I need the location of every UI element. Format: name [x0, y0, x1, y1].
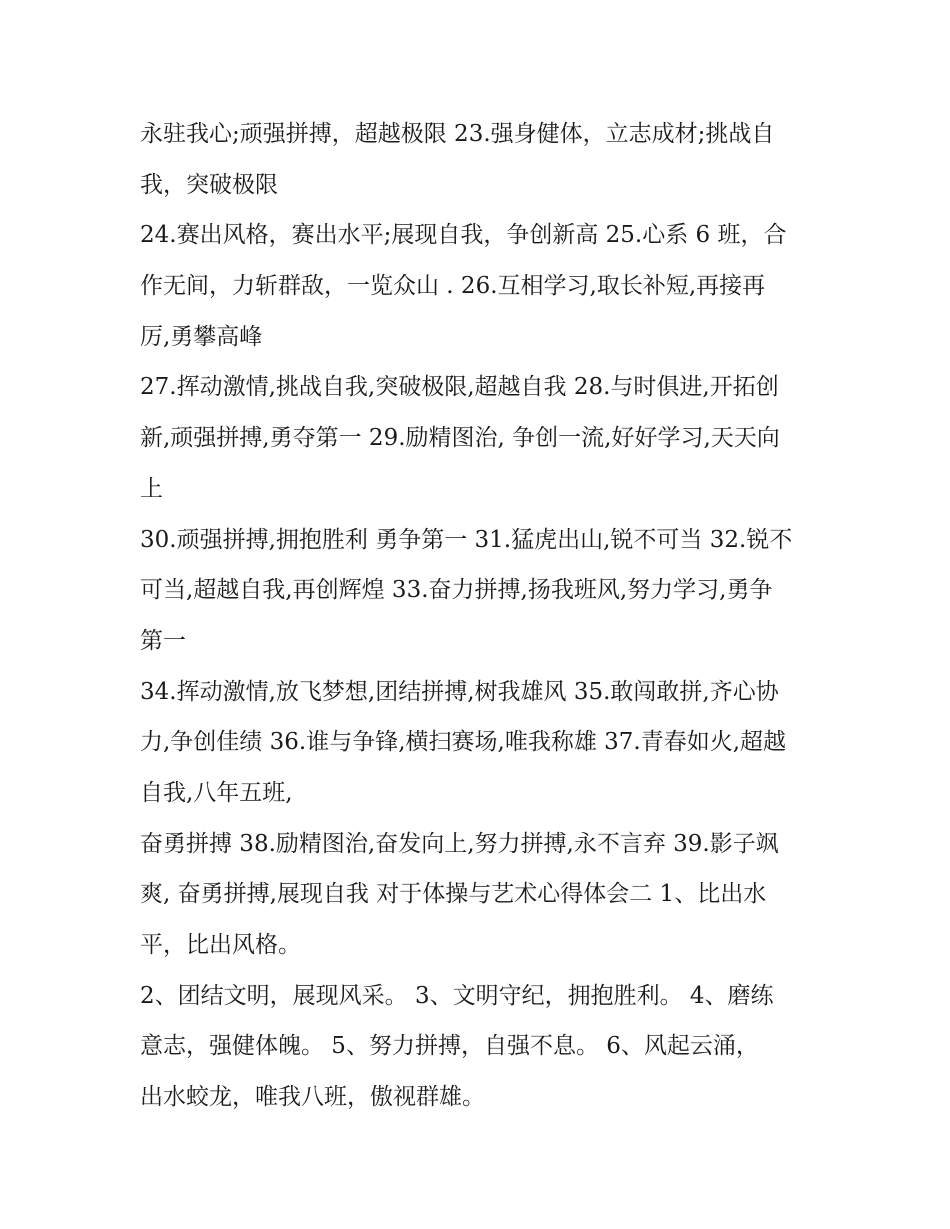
text-line: 爽, 奋勇拼搏,展现自我 对于体操与艺术心得体会二 1、比出水	[140, 881, 767, 908]
text-line: 平，比出风格。	[140, 932, 301, 958]
text-line: 意志，强健体魄。 5、努力拼搏，自强不息。 6、风起云涌，	[140, 1033, 759, 1060]
paragraph-slogans-2-6	[140, 971, 820, 1123]
text-line: 27.挥动激情,挑战自我,突破极限,超越自我 28.与时俱进,开拓创	[140, 374, 779, 401]
text-line: 力,争创佳绩 36.谁与争锋,横扫赛场,唯我称雄 37.青春如火,超越	[140, 729, 787, 756]
text-line: 34.挥动激情,放飞梦想,团结拼搏,树我雄风 35.敢闯敢拼,齐心协	[140, 678, 779, 705]
document-body	[140, 109, 820, 1123]
text-line: 24.赛出风格，赛出水平;展现自我，争创新高 25.心系 6 班，合	[140, 222, 787, 249]
text-line: 我，突破极限	[140, 171, 278, 198]
text-line: 奋勇拼搏 38.励精图治,奋发向上,努力拼搏,永不言弃 39.影子飒	[140, 830, 779, 857]
paragraph-slogans-34-37	[140, 667, 820, 819]
text-line: 永驻我心;顽强拼搏，超越极限 23.强身健体，立志成材;挑战自	[140, 121, 775, 147]
paragraph-slogans-38-39	[140, 819, 820, 971]
text-line: 作无间，力斩群敌，一览众山 . 26.互相学习,取长补短,再接再	[140, 273, 766, 300]
text-line: 上	[140, 475, 163, 502]
paragraph-slogans-30-33	[140, 515, 820, 667]
paragraph-slogans-27-29	[140, 362, 820, 514]
text-line: 自我,八年五班,	[140, 779, 293, 806]
text-line: 2、团结文明，展现风采。 3、文明守纪，拥抱胜利。 4、磨练	[140, 982, 774, 1009]
text-line: 30.顽强拼搏,拥抱胜利 勇争第一 31.猛虎出山,锐不可当 32.锐不	[140, 526, 793, 553]
paragraph-slogans-24-26	[140, 210, 820, 362]
text-line: 第一	[140, 627, 186, 654]
text-line: 厉,勇攀高峰	[140, 323, 263, 350]
text-line: 新,顽强拼搏,勇夺第一 29.励精图治, 争创一流,好好学习,天天向	[140, 425, 780, 452]
text-line: 出水蛟龙，唯我八班，傲视群雄。	[140, 1084, 485, 1111]
text-line: 可当,超越自我,再创辉煌 33.奋力拼搏,扬我班风,努力学习,勇争	[140, 577, 773, 604]
paragraph-slogans-22-23	[140, 109, 820, 210]
